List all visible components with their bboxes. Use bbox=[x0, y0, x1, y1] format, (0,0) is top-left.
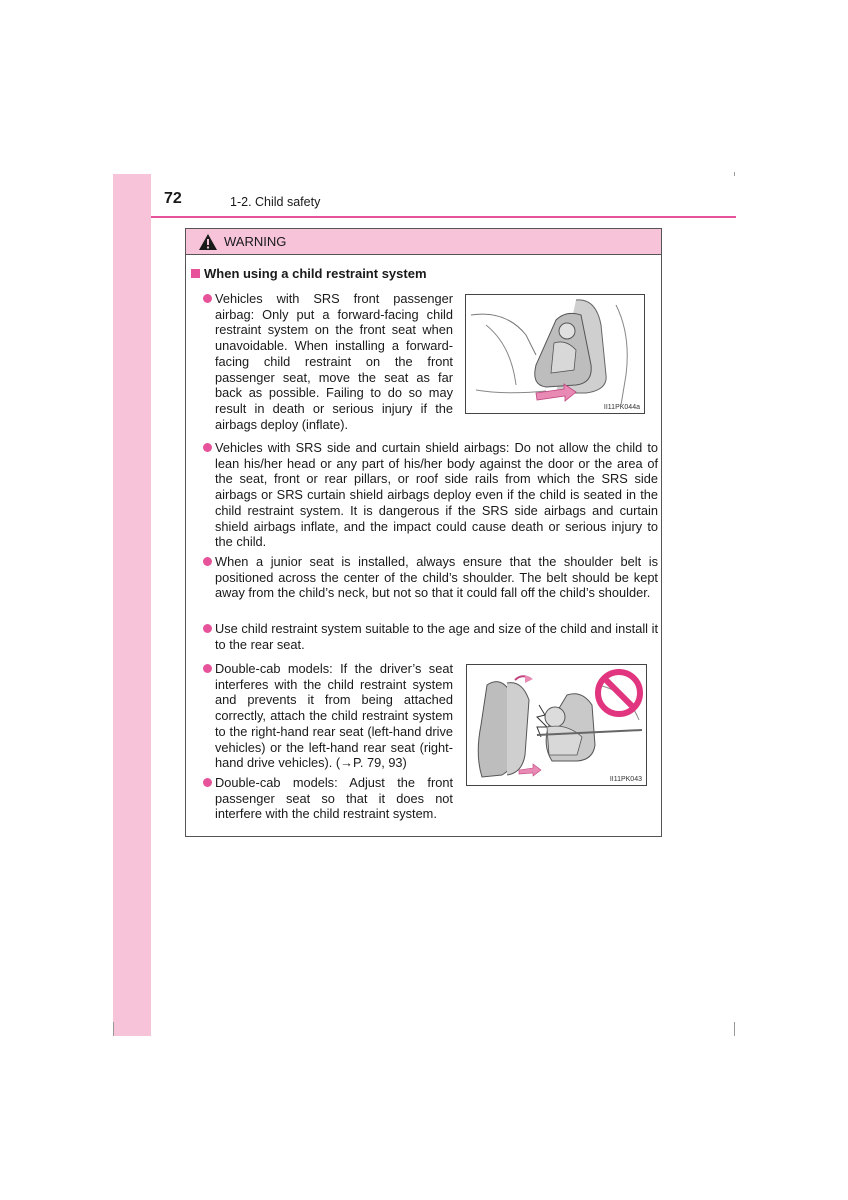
list-item: Double-cab models: If the driver’s seat interferes with the child restraint system and prevents it from being attached correctly, attach the child restraint system to the right-hand rear seat (left-hand drive vehicles) or the left-hand rear seat (right-hand drive vehicles). (→P. 79, 93) bbox=[215, 661, 453, 771]
round-bullet-icon bbox=[203, 443, 212, 452]
warning-label: WARNING bbox=[224, 234, 287, 249]
chapter-side-tab bbox=[113, 174, 151, 1036]
forward-facing-child-seat-illustration bbox=[466, 295, 644, 413]
round-bullet-icon bbox=[203, 664, 212, 673]
round-bullet-icon bbox=[203, 624, 212, 633]
page-number: 72 bbox=[164, 190, 182, 207]
figure-code: II11PK043 bbox=[609, 776, 642, 783]
prohibited-icon bbox=[598, 672, 640, 714]
list-item: When a junior seat is installed, always ensure that the shoulder belt is positioned across the center of the child’s shoulder. The belt should be kept away from the child’s neck, but not so that it could fall off the child’s shoulder. bbox=[215, 554, 658, 601]
crop-mark bbox=[113, 1022, 114, 1036]
round-bullet-icon bbox=[203, 294, 212, 303]
warning-box bbox=[185, 228, 662, 837]
warning-header bbox=[186, 229, 661, 255]
figure-seat-interference bbox=[466, 664, 647, 786]
crop-mark bbox=[734, 172, 735, 176]
round-bullet-icon bbox=[203, 778, 212, 787]
list-item: Double-cab models: Adjust the front passenger seat so that it does not interfere with the child restraint system. bbox=[215, 775, 453, 822]
header-divider bbox=[151, 216, 736, 218]
warning-triangle-icon bbox=[198, 233, 218, 251]
crop-mark bbox=[734, 1022, 735, 1036]
section-title: 1-2. Child safety bbox=[230, 195, 321, 209]
seat-interference-illustration bbox=[467, 665, 646, 785]
figure-forward-facing-seat bbox=[465, 294, 645, 414]
list-item: Vehicles with SRS side and curtain shield airbags: Do not allow the child to lean his/her head or any part of his/her body against the door or the area of the seat, front or rear pillars, or roof side rails from which the SRS side airbags or SRS curtain shield airbags deploy even if the child is seated in the child restraint system. It is dangerous if the SRS side airbags and curtain shield airbags inflate, and the impact could cause death or serious injury to the child. bbox=[215, 440, 658, 550]
warning-subheading: When using a child restraint system bbox=[191, 266, 427, 281]
list-item: Use child restraint system suitable to the age and size of the child and install it to the rear seat. bbox=[215, 621, 658, 652]
figure-code: II11PK044a bbox=[603, 404, 640, 411]
square-bullet-icon bbox=[191, 269, 200, 278]
list-item: Vehicles with SRS front passenger airbag: Only put a forward-facing child restraint system on the front seat when unavoidable. When installing a forward-facing child restraint on the front passenger seat, move the seat as far back as possible. Failing to do so may result in death or serious injury if the airbags deploy (inflate). bbox=[215, 291, 453, 432]
round-bullet-icon bbox=[203, 557, 212, 566]
